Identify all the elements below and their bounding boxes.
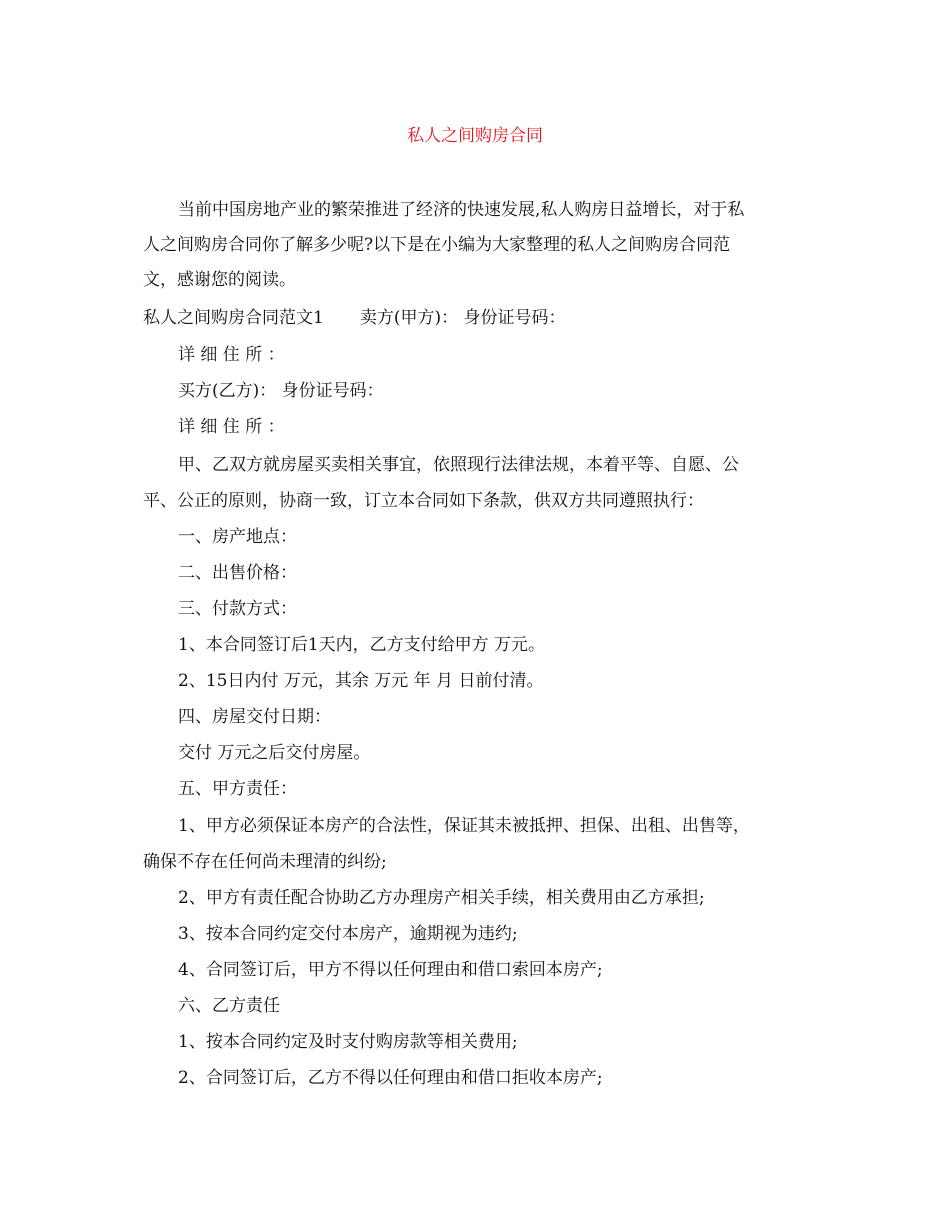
- intro-line-1: 当前中国房地产业的繁荣推进了经济的快速发展,私人购房日益增长，对于私: [178, 200, 745, 220]
- section-heading: 私人之间购房合同范文1: [143, 308, 324, 328]
- document-title: 私人之间购房合同: [407, 126, 543, 146]
- delivery-text: 交付 万元之后交付房屋。: [178, 743, 371, 763]
- buyer-address-label: 详 细 住 所 ：: [178, 417, 285, 437]
- seller-line: 卖方(甲方)： 身份证号码：: [359, 308, 566, 328]
- clause-payment: 三、付款方式：: [178, 599, 297, 619]
- clause-seller-duty: 五、甲方责任：: [178, 779, 297, 799]
- clause-buyer-duty: 六、乙方责任: [178, 996, 280, 1016]
- intro-line-3: 文，感谢您的阅读。: [143, 270, 296, 290]
- seller-duty-2: 2、甲方有责任配合协助乙方办理房产相关手续，相关费用由乙方承担;: [178, 888, 705, 908]
- payment-item-1: 1、本合同签订后1天内，乙方支付给甲方 万元。: [178, 635, 546, 655]
- preamble-line-2: 平、公正的原则，协商一致，订立本合同如下条款，供双方共同遵照执行：: [143, 491, 704, 511]
- buyer-line: 买方(乙方)： 身份证号码：: [178, 381, 384, 401]
- clause-delivery-date: 四、房屋交付日期：: [178, 707, 331, 727]
- clause-price: 二、出售价格：: [178, 563, 297, 583]
- seller-duty-3: 3、按本合同约定交付本房产，逾期视为违约;: [178, 924, 518, 944]
- buyer-duty-1: 1、按本合同约定及时支付购房款等相关费用;: [178, 1032, 518, 1052]
- preamble-line-1: 甲、乙双方就房屋买卖相关事宜，依照现行法律法规，本着平等、自愿、公: [178, 455, 739, 475]
- clause-location: 一、房产地点：: [178, 527, 297, 547]
- seller-address-label: 详 细 住 所 ：: [178, 345, 285, 365]
- seller-duty-4: 4、合同签订后，甲方不得以任何理由和借口索回本房产;: [178, 960, 603, 980]
- intro-line-2: 人之间购房合同你了解多少呢?以下是在小编为大家整理的私人之间购房合同范: [143, 235, 731, 255]
- section-heading-row: [143, 306, 566, 330]
- buyer-duty-2: 2、合同签订后，乙方不得以任何理由和借口拒收本房产;: [178, 1068, 603, 1088]
- payment-item-2: 2、15日内付 万元，其余 万元 年 月 日前付清。: [178, 671, 544, 691]
- seller-duty-1-line-1: 1、甲方必须保证本房产的合法性，保证其未被抵押、担保、出租、出售等，: [178, 816, 750, 836]
- seller-duty-1-line-2: 确保不存在任何尚未理清的纠纷;: [143, 852, 387, 872]
